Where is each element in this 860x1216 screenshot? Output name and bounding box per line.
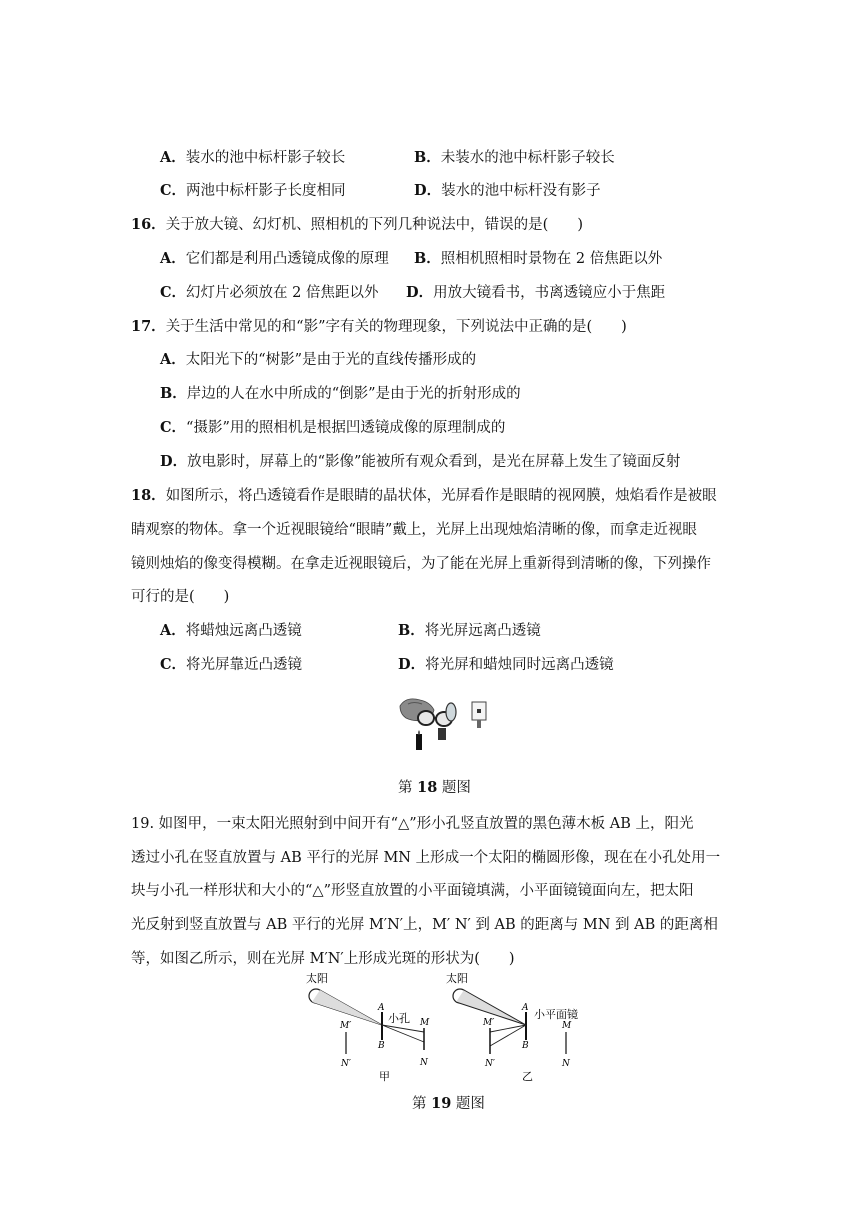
left-transmitted-beam	[382, 1025, 424, 1042]
q17-stem: 17．关于生活中常见的和“影”字有关的物理现象，下列说法中正确的是( )	[131, 318, 627, 335]
q19-figure-left	[306, 971, 430, 1083]
q18-stem-line-4: 可行的是( )	[131, 589, 230, 605]
q19-figure-right	[446, 971, 578, 1083]
q16-option-b: B．照相机照相时景物在 2 倍焦距以外	[414, 250, 663, 267]
q18-option-c: C．将光屏靠近凸透镜	[160, 656, 303, 673]
svg-text:M′: M′	[483, 1018, 495, 1028]
svg-text:乙: 乙	[522, 1070, 533, 1083]
q19-figure	[296, 970, 606, 1086]
convex-lens	[446, 703, 456, 721]
q18-stem-line-3: 镜则烛焰的像变得模糊。在拿走近视眼镜后，为了能在光屏上重新得到清晰的像，下列操作	[131, 556, 711, 572]
svg-text:N: N	[562, 1059, 570, 1069]
q16-option-c: C．幻灯片必须放在 2 倍焦距以外	[160, 284, 379, 301]
q18-option-d: D．将光屏和蜡烛同时远离凸透镜	[398, 656, 614, 673]
svg-text:M: M	[562, 1021, 572, 1031]
q17-option-a: A．太阳光下的“树影”是由于光的直线传播形成的	[160, 351, 477, 368]
svg-text:M′: M′	[340, 1021, 352, 1031]
q15-option-b: B．未装水的池中标杆影子较长	[414, 149, 615, 166]
svg-text:甲: 甲	[379, 1070, 390, 1083]
right-reflected-beam	[490, 1025, 526, 1046]
right-sun-label: 太阳	[446, 972, 468, 985]
q15-option-c: C．两池中标杆影子长度相同	[160, 182, 346, 199]
svg-text:A: A	[378, 1003, 385, 1013]
glasses-left-lens	[418, 711, 434, 725]
svg-text:小孔: 小孔	[388, 1012, 410, 1025]
q18-option-a: A．将蜡烛远离凸透镜	[160, 622, 302, 639]
svg-text:B: B	[522, 1041, 529, 1051]
q18-figure-photo	[396, 692, 500, 762]
q18-stem-line-2: 睛观察的物体。拿一个近视眼镜给“眼睛”戴上，光屏上出现烛焰清晰的像，而拿走近视眼	[131, 522, 697, 538]
q19-stem-line-3: 块与小孔一样形状和大小的“△”形竖直放置的小平面镜填满，小平面镜镜面向左，把太阳	[131, 883, 694, 899]
q19-figure-caption: 第 19 题图	[412, 1095, 485, 1112]
svg-text:B: B	[378, 1041, 385, 1051]
q16-option-d: D．用放大镜看书，书离透镜应小于焦距	[406, 284, 666, 301]
q19-stem-line-5: 等，如图乙所示，则在光屏 M′N′上形成光斑的形状为( )	[131, 951, 515, 967]
q15-option-a: A．装水的池中标杆影子较长	[160, 149, 346, 166]
svg-text:A: A	[522, 1003, 529, 1013]
left-sun-label: 太阳	[306, 972, 328, 985]
q17-option-d: D．放电影时，屏幕上的“影像”能被所有观众看到，是光在屏幕上发生了镜面反射	[160, 453, 681, 470]
svg-text:小平面镜: 小平面镜	[534, 1008, 578, 1021]
svg-text:M: M	[420, 1018, 430, 1028]
svg-text:N: N	[420, 1058, 428, 1068]
q16-option-a: A．它们都是利用凸透镜成像的原理	[160, 250, 389, 267]
q15-option-d: D．装水的池中标杆没有影子	[414, 182, 601, 199]
q17-option-b: B．岸边的人在水中所成的“倒影”是由于光的折射形成的	[160, 385, 521, 402]
q18-stem-line-1: 18．如图所示，将凸透镜看作是眼睛的晶状体，光屏看作是眼睛的视网膜，烛焰看作是被眼	[131, 487, 717, 504]
q17-option-c: C．“摄影”用的照相机是根据凹透镜成像的原理制成的	[160, 419, 506, 436]
svg-text:N′: N′	[341, 1059, 351, 1069]
q19-stem-line-2: 透过小孔在竖直放置与 AB 平行的光屏 MN 上形成一个太阳的椭圆形像，现在在小孔处用一	[131, 850, 721, 866]
q16-stem: 16．关于放大镜、幻灯机、照相机的下列几种说法中，错误的是( )	[131, 216, 583, 233]
svg-text:N′: N′	[485, 1059, 495, 1069]
q19-stem-line-4: 光反射到竖直放置与 AB 平行的光屏 M′N′上，M′ N′ 到 AB 的距离与 MN 到 AB 的距离相	[131, 917, 718, 933]
q18-option-b: B．将光屏远离凸透镜	[398, 622, 541, 639]
candle	[416, 734, 422, 750]
q19-stem-line-1: 19. 如图甲，一束太阳光照射到中间开有“△”形小孔竖直放置的黑色薄木板 AB 上，阳光	[131, 816, 694, 832]
q18-figure-caption: 第 18 题图	[398, 779, 471, 796]
